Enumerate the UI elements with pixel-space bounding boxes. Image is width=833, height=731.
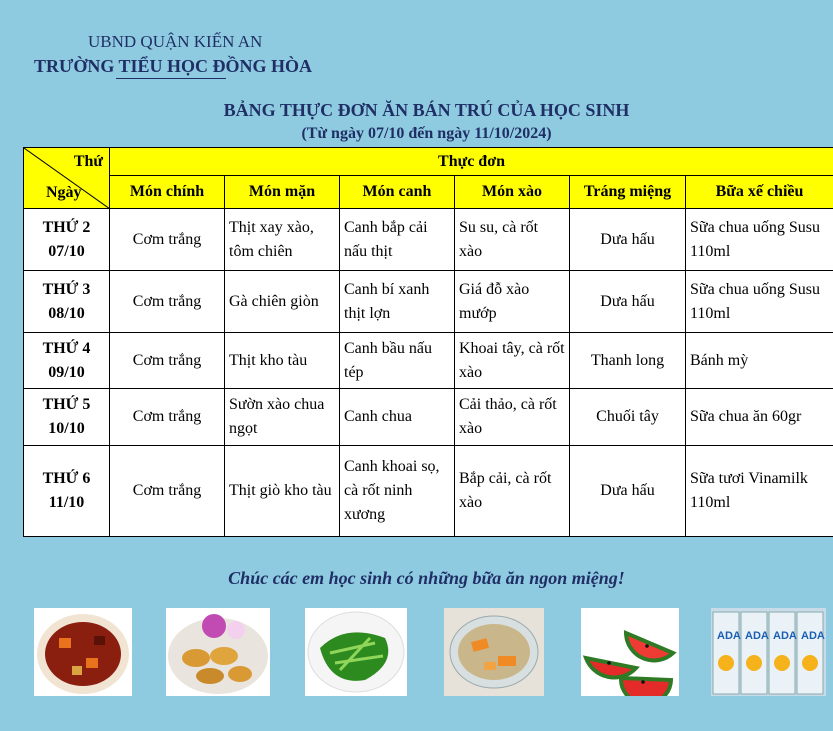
food-photo-strip <box>0 608 833 703</box>
menu-cell: Canh chua <box>340 389 455 446</box>
table-row <box>24 446 833 537</box>
watermelon-photo-icon <box>581 608 679 696</box>
menu-cell: Thịt xay xào, tôm chiên <box>225 209 340 271</box>
day-cell <box>24 446 110 537</box>
day-date: 10/10 <box>48 420 85 437</box>
day-date: 09/10 <box>48 363 85 381</box>
menu-cell: Canh bầu nấu tép <box>340 333 455 389</box>
day-date: 11/10 <box>48 494 85 511</box>
table-row <box>24 389 833 446</box>
corner-header-cell <box>24 148 110 209</box>
menu-cell: Cơm trắng <box>110 333 225 389</box>
milk-brand-label: ADA <box>773 630 797 642</box>
table-row <box>24 271 833 333</box>
stew-photo-icon <box>34 608 132 696</box>
menu-cell: Giá đỗ xào mướp <box>455 271 570 333</box>
menu-group-header: Thực đơn <box>110 148 833 176</box>
menu-cell: Cơm trắng <box>110 389 225 446</box>
menu-cell: Chuối tây <box>570 389 686 446</box>
day-name: THỨ 2 <box>42 218 91 236</box>
menu-cell: Gà chiên giòn <box>225 271 340 333</box>
fried-chicken-photo-icon <box>166 608 270 696</box>
menu-date-range: (Từ ngày 07/10 đến ngày 11/10/2024) <box>301 125 552 142</box>
menu-title: BẢNG THỰC ĐƠN ĂN BÁN TRÚ CỦA HỌC SINH <box>223 100 630 120</box>
menu-cell: Sườn xào chua ngọt <box>225 389 340 446</box>
menu-cell: Khoai tây, cà rốt xào <box>455 333 570 389</box>
day-name: THỨ 4 <box>42 339 91 357</box>
column-header: Món canh <box>340 176 455 209</box>
column-header: Món xào <box>455 176 570 209</box>
day-name: THỨ 5 <box>42 396 91 413</box>
menu-cell: Sữa chua uống Susu 110ml <box>686 271 833 333</box>
column-header: Món chính <box>110 176 225 209</box>
day-cell <box>24 333 110 389</box>
menu-cell: Sữa chua ăn 60gr <box>686 389 833 446</box>
table-row <box>24 333 833 389</box>
corner-label-day: Thứ <box>73 153 103 170</box>
milk-brand-label: ADA <box>745 630 769 642</box>
soup-bowl-photo-icon <box>444 608 544 696</box>
menu-cell: Canh bắp cải nấu thịt <box>340 209 455 271</box>
org-name: UBND QUẬN KIẾN AN <box>88 32 263 51</box>
milk-brand-label: ADA <box>717 630 741 642</box>
day-cell <box>24 271 110 333</box>
menu-cell: Cơm trắng <box>110 209 225 271</box>
menu-cell: Bắp cải, cà rốt xào <box>455 446 570 537</box>
column-header: Bữa xế chiều <box>686 176 833 209</box>
menu-table <box>23 147 833 537</box>
menu-cell: Su su, cà rốt xào <box>455 209 570 271</box>
menu-cell: Cơm trắng <box>110 446 225 537</box>
menu-cell: Canh khoai sọ, cà rốt ninh xương <box>340 446 455 537</box>
day-name: THỨ 6 <box>42 470 91 487</box>
school-underline <box>116 78 226 79</box>
school-name: TRƯỜNG TIỂU HỌC ĐỒNG HÒA <box>34 56 313 76</box>
menu-cell: Canh bí xanh thịt lợn <box>340 271 455 333</box>
menu-cell: Thịt kho tàu <box>225 333 340 389</box>
day-date: 07/10 <box>48 242 85 260</box>
menu-cell: Dưa hấu <box>570 209 686 271</box>
closing-wish: Chúc các em học sinh có những bữa ăn ngon miệng! <box>228 568 625 588</box>
milk-cartons-photo-icon <box>711 608 826 696</box>
corner-label-date: Ngày <box>46 184 82 201</box>
menu-cell: Cải thảo, cà rốt xào <box>455 389 570 446</box>
menu-cell: Cơm trắng <box>110 271 225 333</box>
day-cell <box>24 209 110 271</box>
column-header: Món mặn <box>225 176 340 209</box>
day-cell <box>24 389 110 446</box>
menu-cell: Thanh long <box>570 333 686 389</box>
day-date: 08/10 <box>48 304 85 322</box>
menu-cell: Thịt giò kho tàu <box>225 446 340 537</box>
day-name: THỨ 3 <box>42 280 91 298</box>
table-row <box>24 209 833 271</box>
stir-fried-greens-photo-icon <box>305 608 407 696</box>
menu-cell: Bánh mỳ <box>686 333 833 389</box>
menu-cell: Sữa chua uống Susu 110ml <box>686 209 833 271</box>
menu-cell: Dưa hấu <box>570 446 686 537</box>
menu-cell: Sữa tươi Vinamilk 110ml <box>686 446 833 537</box>
milk-brand-label: ADA <box>801 630 825 642</box>
menu-cell: Dưa hấu <box>570 271 686 333</box>
milk-cartons-graphic <box>711 608 826 696</box>
column-header: Tráng miệng <box>570 176 686 209</box>
